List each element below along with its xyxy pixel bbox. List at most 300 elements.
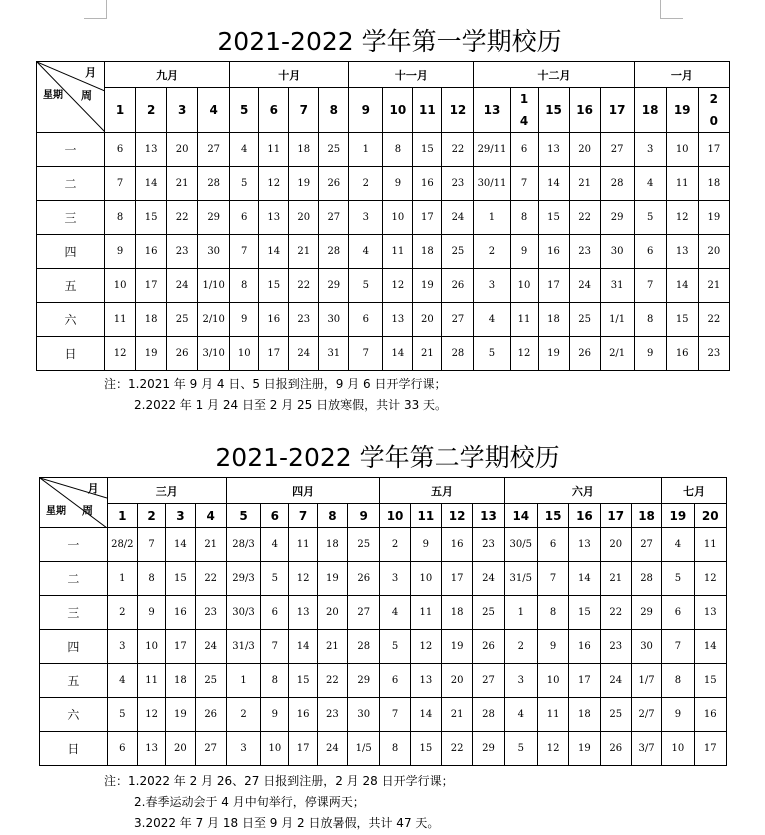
- date-cell: 21: [167, 167, 198, 201]
- date-cell: 17: [538, 269, 569, 303]
- month-header-may: 五月: [380, 478, 504, 504]
- week-number-cell: 8: [319, 88, 349, 133]
- date-cell: 13: [666, 235, 698, 269]
- date-cell: 23: [317, 698, 347, 732]
- date-cell: 30/11: [474, 167, 510, 201]
- date-cell: 6: [105, 133, 136, 167]
- week-number-cell: 7: [289, 88, 319, 133]
- semester-2-day-rows: [40, 528, 727, 766]
- date-cell: 21: [317, 630, 347, 664]
- page-corner-mark-left: [84, 0, 107, 19]
- day-row: [40, 528, 727, 562]
- day-row: [37, 269, 730, 303]
- date-cell: 25: [569, 303, 600, 337]
- date-cell: 22: [600, 596, 631, 630]
- date-cell: 24: [569, 269, 600, 303]
- day-row: [40, 630, 727, 664]
- date-cell: 11: [510, 303, 538, 337]
- date-cell: 29: [600, 201, 634, 235]
- week-number-cell: 9: [348, 504, 380, 528]
- date-cell: 12: [694, 562, 726, 596]
- date-cell: 8: [634, 303, 666, 337]
- corner-week-label: 周: [82, 504, 93, 517]
- date-cell: 15: [413, 133, 442, 167]
- date-cell: 27: [442, 303, 474, 337]
- date-cell: 20: [317, 596, 347, 630]
- day-row: [37, 133, 730, 167]
- date-cell: 3/10: [198, 337, 230, 371]
- date-cell: 25: [442, 235, 474, 269]
- date-cell: 18: [538, 303, 569, 337]
- date-cell: 20: [167, 133, 198, 167]
- date-cell: 31: [319, 337, 349, 371]
- date-cell: 11: [289, 528, 317, 562]
- date-cell: 27: [195, 732, 226, 766]
- date-cell: 29: [319, 269, 349, 303]
- date-cell: 1/5: [348, 732, 380, 766]
- date-cell: 23: [289, 303, 319, 337]
- date-cell: 2: [380, 528, 410, 562]
- week-number-cell: 3: [166, 504, 195, 528]
- date-cell: 19: [538, 337, 569, 371]
- date-cell: 9: [137, 596, 165, 630]
- weekday-label: 一: [40, 528, 108, 562]
- date-cell: 18: [136, 303, 167, 337]
- date-cell: 8: [537, 596, 568, 630]
- date-cell: 11: [410, 596, 441, 630]
- date-cell: 24: [317, 732, 347, 766]
- date-cell: 15: [569, 596, 600, 630]
- date-cell: 14: [289, 630, 317, 664]
- date-cell: 20: [600, 528, 631, 562]
- date-cell: 9: [230, 303, 259, 337]
- date-cell: 10: [410, 562, 441, 596]
- date-cell: 19: [413, 269, 442, 303]
- weekday-label: 五: [37, 269, 105, 303]
- date-cell: 19: [569, 732, 600, 766]
- date-cell: 12: [666, 201, 698, 235]
- week-number-cell: 18: [634, 88, 666, 133]
- week-number-cell: 4: [195, 504, 226, 528]
- date-cell: 11: [537, 698, 568, 732]
- weekday-label: 四: [37, 235, 105, 269]
- date-cell: 10: [105, 269, 136, 303]
- date-cell: 24: [289, 337, 319, 371]
- date-cell: 3: [107, 630, 137, 664]
- date-cell: 13: [289, 596, 317, 630]
- date-cell: 19: [166, 698, 195, 732]
- week-number-cell: 19: [662, 504, 694, 528]
- date-cell: 10: [510, 269, 538, 303]
- date-cell: 10: [230, 337, 259, 371]
- date-cell: 18: [289, 133, 319, 167]
- date-cell: 18: [442, 596, 473, 630]
- date-cell: 2: [226, 698, 260, 732]
- date-cell: 17: [166, 630, 195, 664]
- date-cell: 23: [195, 596, 226, 630]
- week-number-cell: 1: [107, 504, 137, 528]
- date-cell: 20: [442, 664, 473, 698]
- date-cell: 26: [442, 269, 474, 303]
- date-cell: 1/1: [600, 303, 634, 337]
- date-cell: 16: [538, 235, 569, 269]
- date-cell: 2/7: [631, 698, 661, 732]
- date-cell: 23: [600, 630, 631, 664]
- date-cell: 2: [504, 630, 537, 664]
- month-header-sep: 九月: [105, 62, 230, 88]
- week-number-cell: 10: [380, 504, 410, 528]
- date-cell: 29: [348, 664, 380, 698]
- date-cell: 30: [600, 235, 634, 269]
- date-cell: 10: [666, 133, 698, 167]
- week-number-cell: 18: [631, 504, 661, 528]
- date-cell: 13: [137, 732, 165, 766]
- week-number-row: [40, 504, 727, 528]
- date-cell: 17: [442, 562, 473, 596]
- date-cell: 26: [473, 630, 504, 664]
- weekday-label: 三: [40, 596, 108, 630]
- date-cell: 25: [348, 528, 380, 562]
- date-cell: 25: [319, 133, 349, 167]
- date-cell: 29: [473, 732, 504, 766]
- date-cell: 27: [473, 664, 504, 698]
- day-row: [40, 562, 727, 596]
- weekday-label: 五: [40, 664, 108, 698]
- date-cell: 12: [383, 269, 413, 303]
- date-cell: 24: [167, 269, 198, 303]
- date-cell: 1: [349, 133, 383, 167]
- date-cell: 28: [319, 235, 349, 269]
- date-cell: 26: [195, 698, 226, 732]
- date-cell: 13: [569, 528, 600, 562]
- date-cell: 5: [107, 698, 137, 732]
- week-number-cell: [698, 88, 729, 133]
- date-cell: 7: [105, 167, 136, 201]
- date-cell: 11: [666, 167, 698, 201]
- semester-2-note-3: 3.2022 年 7 月 18 日至 9 月 2 日放暑假，共计 47 天。: [134, 816, 440, 830]
- date-cell: 8: [510, 201, 538, 235]
- week-number-14: 14: [519, 92, 529, 128]
- date-cell: 16: [289, 698, 317, 732]
- day-row: [37, 201, 730, 235]
- date-cell: 14: [259, 235, 289, 269]
- date-cell: 8: [261, 664, 289, 698]
- week-number-cell: 13: [473, 504, 504, 528]
- date-cell: 15: [410, 732, 441, 766]
- date-cell: 14: [166, 528, 195, 562]
- date-cell: 30: [319, 303, 349, 337]
- semester-2-title: 2021-2022 学年第二学期校历: [215, 443, 560, 472]
- semester-1-note-1: 注：1.2021 年 9 月 4 日、5 日报到注册，9 月 6 日开学行课；: [104, 377, 447, 391]
- date-cell: 20: [413, 303, 442, 337]
- date-cell: 10: [662, 732, 694, 766]
- month-header-mar: 三月: [107, 478, 226, 504]
- week-number-cell: 5: [230, 88, 259, 133]
- date-cell: 6: [349, 303, 383, 337]
- date-cell: 8: [662, 664, 694, 698]
- date-cell: 9: [537, 630, 568, 664]
- date-cell: 31/5: [504, 562, 537, 596]
- date-cell: 20: [569, 133, 600, 167]
- date-cell: 31/3: [226, 630, 260, 664]
- date-cell: 5: [380, 630, 410, 664]
- date-cell: 2: [474, 235, 510, 269]
- corner-weekday-label: 星期: [46, 506, 66, 517]
- semester-2-calendar-table: [39, 477, 727, 766]
- date-cell: 21: [413, 337, 442, 371]
- month-header-apr: 四月: [226, 478, 380, 504]
- month-header-jan: 一月: [634, 62, 729, 88]
- date-cell: 10: [383, 201, 413, 235]
- date-cell: 13: [538, 133, 569, 167]
- date-cell: 13: [136, 133, 167, 167]
- date-cell: 25: [195, 664, 226, 698]
- date-cell: 4: [380, 596, 410, 630]
- date-cell: 28: [198, 167, 230, 201]
- date-cell: 8: [137, 562, 165, 596]
- date-cell: 5: [261, 562, 289, 596]
- corner-header-cell: [37, 62, 105, 133]
- semester-2-notes: [104, 771, 454, 834]
- date-cell: 1/10: [198, 269, 230, 303]
- week-number-20: 20: [709, 92, 719, 128]
- date-cell: 3/7: [631, 732, 661, 766]
- date-cell: 30: [631, 630, 661, 664]
- date-cell: 15: [166, 562, 195, 596]
- week-number-cell: 20: [694, 504, 726, 528]
- date-cell: 8: [380, 732, 410, 766]
- date-cell: 5: [662, 562, 694, 596]
- date-cell: 6: [107, 732, 137, 766]
- date-cell: 14: [538, 167, 569, 201]
- date-cell: 14: [410, 698, 441, 732]
- date-cell: 15: [538, 201, 569, 235]
- corner-month-label: 月: [85, 66, 97, 79]
- date-cell: 16: [694, 698, 726, 732]
- date-cell: 1: [474, 201, 510, 235]
- weekday-label: 三: [37, 201, 105, 235]
- date-cell: 3: [226, 732, 260, 766]
- date-cell: 22: [167, 201, 198, 235]
- date-cell: 27: [319, 201, 349, 235]
- date-cell: 15: [259, 269, 289, 303]
- date-cell: 9: [261, 698, 289, 732]
- date-cell: 20: [289, 201, 319, 235]
- date-cell: 7: [261, 630, 289, 664]
- date-cell: 28/2: [107, 528, 137, 562]
- date-cell: 18: [413, 235, 442, 269]
- date-cell: 6: [537, 528, 568, 562]
- date-cell: 26: [348, 562, 380, 596]
- date-cell: 23: [442, 167, 474, 201]
- week-number-cell: 10: [383, 88, 413, 133]
- week-number-cell: 12: [442, 504, 473, 528]
- date-cell: 20: [698, 235, 729, 269]
- date-cell: 11: [694, 528, 726, 562]
- date-cell: 24: [473, 562, 504, 596]
- date-cell: 9: [634, 337, 666, 371]
- date-cell: 27: [348, 596, 380, 630]
- week-number-cell: 6: [259, 88, 289, 133]
- date-cell: 22: [195, 562, 226, 596]
- week-number-cell: 16: [569, 504, 600, 528]
- date-cell: 8: [105, 201, 136, 235]
- date-cell: 6: [380, 664, 410, 698]
- date-cell: 16: [166, 596, 195, 630]
- date-cell: 22: [698, 303, 729, 337]
- date-cell: 4: [474, 303, 510, 337]
- date-cell: 29/3: [226, 562, 260, 596]
- date-cell: 13: [383, 303, 413, 337]
- date-cell: 16: [666, 337, 698, 371]
- semester-1-note-2: 2.2022 年 1 月 24 日至 2 月 25 日放寒假，共计 33 天。: [134, 398, 448, 412]
- date-cell: 8: [383, 133, 413, 167]
- date-cell: 17: [413, 201, 442, 235]
- date-cell: 4: [634, 167, 666, 201]
- date-cell: 28: [631, 562, 661, 596]
- date-cell: 1: [107, 562, 137, 596]
- date-cell: 4: [662, 528, 694, 562]
- date-cell: 7: [662, 630, 694, 664]
- month-header-nov: 十一月: [349, 62, 474, 88]
- date-cell: 4: [504, 698, 537, 732]
- date-cell: 12: [259, 167, 289, 201]
- date-cell: 24: [442, 201, 474, 235]
- date-cell: 7: [137, 528, 165, 562]
- week-number-cell: 11: [413, 88, 442, 133]
- date-cell: 3: [634, 133, 666, 167]
- week-number-cell: 2: [137, 504, 165, 528]
- date-cell: 7: [510, 167, 538, 201]
- date-cell: 30: [348, 698, 380, 732]
- corner-month-label: 月: [87, 482, 99, 495]
- semester-2-section: [0, 440, 765, 476]
- date-cell: 16: [442, 528, 473, 562]
- date-cell: 14: [383, 337, 413, 371]
- week-number-cell: 3: [167, 88, 198, 133]
- date-cell: 18: [698, 167, 729, 201]
- date-cell: 31: [600, 269, 634, 303]
- week-number-cell: 4: [198, 88, 230, 133]
- date-cell: 5: [474, 337, 510, 371]
- date-cell: 25: [600, 698, 631, 732]
- week-number-cell: 6: [261, 504, 289, 528]
- week-number-cell: [510, 88, 538, 133]
- date-cell: 9: [662, 698, 694, 732]
- semester-1-notes: [104, 374, 447, 416]
- date-cell: 5: [349, 269, 383, 303]
- weekday-label: 一: [37, 133, 105, 167]
- date-cell: 11: [137, 664, 165, 698]
- date-cell: 23: [167, 235, 198, 269]
- date-cell: 6: [510, 133, 538, 167]
- weekday-label: 二: [37, 167, 105, 201]
- date-cell: 10: [537, 664, 568, 698]
- date-cell: 25: [473, 596, 504, 630]
- week-number-cell: 19: [666, 88, 698, 133]
- date-cell: 29/11: [474, 133, 510, 167]
- date-cell: 4: [261, 528, 289, 562]
- date-cell: 29: [198, 201, 230, 235]
- date-cell: 21: [600, 562, 631, 596]
- date-cell: 14: [569, 562, 600, 596]
- week-number-cell: 15: [537, 504, 568, 528]
- date-cell: 19: [317, 562, 347, 596]
- date-cell: 12: [537, 732, 568, 766]
- week-number-cell: 17: [600, 504, 631, 528]
- semester-2-note-1: 注：1.2022 年 2 月 26、27 日报到注册，2 月 28 日开学行课；: [104, 774, 454, 788]
- week-number-cell: 1: [105, 88, 136, 133]
- week-number-cell: 14: [504, 504, 537, 528]
- semester-1-title: 2021-2022 学年第一学期校历: [217, 27, 562, 56]
- week-number-cell: 17: [600, 88, 634, 133]
- date-cell: 13: [410, 664, 441, 698]
- date-cell: 12: [510, 337, 538, 371]
- date-cell: 15: [694, 664, 726, 698]
- month-header-oct: 十月: [230, 62, 349, 88]
- date-cell: 14: [666, 269, 698, 303]
- day-row: [37, 337, 730, 371]
- date-cell: 13: [259, 201, 289, 235]
- corner-header-cell: [40, 478, 108, 528]
- date-cell: 23: [698, 337, 729, 371]
- date-cell: 2/1: [600, 337, 634, 371]
- date-cell: 11: [105, 303, 136, 337]
- date-cell: 16: [136, 235, 167, 269]
- date-cell: 2/10: [198, 303, 230, 337]
- date-cell: 24: [600, 664, 631, 698]
- weekday-label: 二: [40, 562, 108, 596]
- date-cell: 4: [349, 235, 383, 269]
- week-number-cell: 8: [317, 504, 347, 528]
- date-cell: 7: [230, 235, 259, 269]
- date-cell: 14: [136, 167, 167, 201]
- semester-1-section: [0, 24, 765, 60]
- date-cell: 12: [289, 562, 317, 596]
- page-corner-mark-right: [660, 0, 683, 19]
- date-cell: 15: [136, 201, 167, 235]
- date-cell: 24: [195, 630, 226, 664]
- date-cell: 26: [319, 167, 349, 201]
- semester-2-note-2: 2.春季运动会于 4 月中旬举行，停课两天；: [134, 795, 365, 809]
- date-cell: 4: [230, 133, 259, 167]
- date-cell: 26: [167, 337, 198, 371]
- date-cell: 27: [198, 133, 230, 167]
- week-number-cell: 5: [226, 504, 260, 528]
- date-cell: 22: [569, 201, 600, 235]
- week-number-cell: 13: [474, 88, 510, 133]
- date-cell: 1: [226, 664, 260, 698]
- date-cell: 19: [442, 630, 473, 664]
- day-row: [37, 235, 730, 269]
- date-cell: 18: [166, 664, 195, 698]
- date-cell: 13: [694, 596, 726, 630]
- date-cell: 3: [504, 664, 537, 698]
- date-cell: 6: [634, 235, 666, 269]
- date-cell: 27: [631, 528, 661, 562]
- date-cell: 23: [569, 235, 600, 269]
- date-cell: 17: [289, 732, 317, 766]
- date-cell: 21: [698, 269, 729, 303]
- date-cell: 27: [600, 133, 634, 167]
- week-number-row: [37, 88, 730, 133]
- date-cell: 4: [107, 664, 137, 698]
- date-cell: 9: [410, 528, 441, 562]
- semester-1-calendar-table: [36, 61, 730, 371]
- date-cell: 12: [137, 698, 165, 732]
- date-cell: 16: [569, 630, 600, 664]
- date-cell: 5: [504, 732, 537, 766]
